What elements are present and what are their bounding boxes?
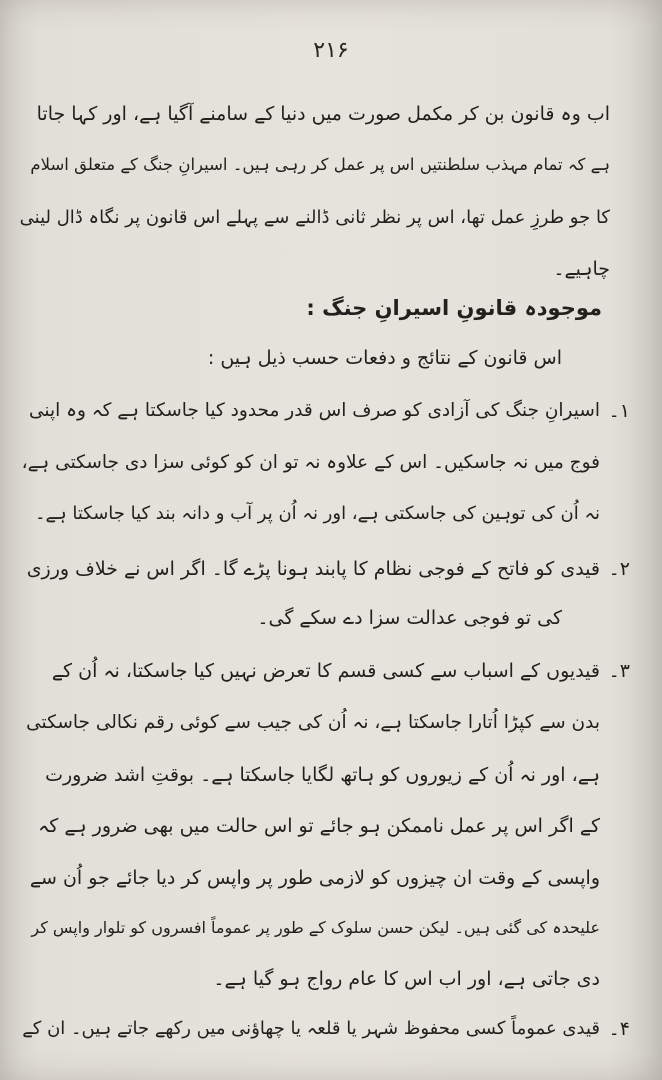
item-line: ہے، اور نہ اُن کے زیوروں کو ہاتھ لگایا جاسکتا ہے۔ بوقتِ اشد ضرورت	[45, 764, 600, 786]
item-line: بدن سے کپڑا اُتارا جاسکتا ہے، نہ اُن کی جیب سے کوئی رقم نکالی جاسکتی	[26, 712, 600, 733]
section-heading: موجودہ قانونِ اسیرانِ جنگ :	[306, 296, 602, 320]
item-number: ۴۔	[608, 1018, 630, 1040]
item-line: کے اگر اس پر عمل ناممکن ہو جائے تو اس حالت میں بھی ضرور ہے کہ	[38, 815, 600, 837]
item-number: ۲۔	[608, 558, 630, 580]
item-line: اسیرانِ جنگ کی آزادی کو صرف اس قدر محدود کیا جاسکتا ہے کہ وہ اپنی	[28, 400, 600, 421]
paragraph-line: اب وہ قانون بن کر مکمل صورت میں دنیا کے سامنے آگیا ہے، اور کہا جاتا	[36, 103, 610, 125]
item-line: دی جاتی ہے، اور اب اس کا عام رواج ہو گیا ہے۔	[213, 968, 600, 990]
paragraph-line: کا جو طرزِ عمل تھا، اس پر نظر ثانی ڈالنے سے پہلے اس قانون پر نگاہ ڈال لینی	[19, 207, 610, 228]
item-number: ۳۔	[608, 660, 630, 682]
paragraph-line: چاہیے۔	[553, 258, 610, 280]
page-number: ۲۱۶	[313, 38, 349, 63]
item-line: قیدی عموماً کسی محفوظ شہر یا قلعہ یا چھاؤنی میں رکھے جاتے ہیں۔ ان کے	[22, 1018, 600, 1039]
item-line: فوج میں نہ جاسکیں۔ اس کے علاوہ نہ تو ان کو کوئی سزا دی جاسکتی ہے،	[21, 452, 600, 473]
item-line: واپسی کے وقت ان چیزوں کو لازمی طور پر واپس کر دیا جائے جو اُن سے	[29, 867, 600, 889]
item-line: کی تو فوجی عدالت سزا دے سکے گی۔	[257, 607, 562, 629]
item-line: نہ اُن کی توہین کی جاسکتی ہے، اور نہ اُن پر آب و دانہ بند کیا جاسکتا ہے۔	[34, 503, 600, 524]
item-line: قیدیوں کے اسباب سے کسی قسم کا تعرض نہیں کیا جاسکتا، نہ اُن کے	[51, 660, 600, 682]
item-line: قیدی کو فاتح کے فوجی نظام کا پابند ہونا پڑے گا۔ اگر اس نے خلاف ورزی	[26, 558, 600, 580]
item-number: ۱۔	[608, 400, 630, 422]
intro-line: اس قانون کے نتائج و دفعات حسب ذیل ہیں :	[207, 347, 562, 369]
item-line: علیحدہ کی گئی ہیں۔ لیکن حسن سلوک کے طور پر عموماً افسروں کو تلوار واپس کر	[31, 918, 600, 937]
paragraph-line: ہے کہ تمام مہذب سلطنتیں اس پر عمل کر رہی ہیں۔ اسیرانِ جنگ کے متعلق اسلام	[30, 155, 610, 174]
